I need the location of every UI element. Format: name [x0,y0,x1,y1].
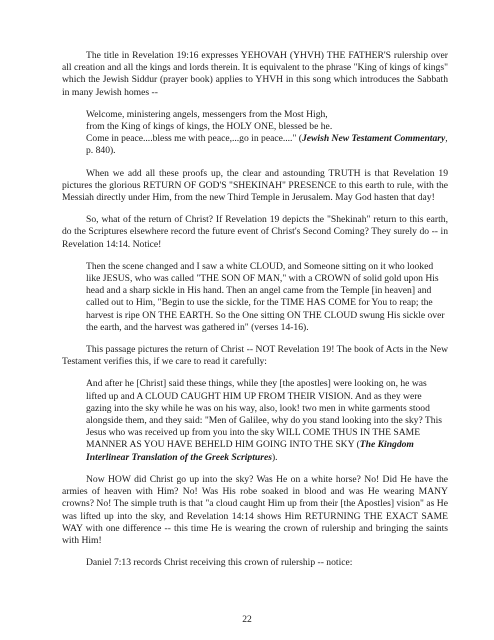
siddur-quote [86,109,448,158]
siddur-citation: Jewish New Testament Commentary [301,133,446,145]
paragraph-how-christ-went-up: Now HOW did Christ go up into the sky? Was He on a white horse? No! Did He have the armies of heaven with Him? No! Was His robe soaked in blood and was He wearing MANY crowns? No! The simple truth is that "a cloud caught Him up from their [the Apostles] vision" as He was lifted up into the sky, and Revelation 14:14 shows Him RETURNING THE EXACT SAME WAY with one difference -- this time He is wearing the crown of rulership and bringing the saints with Him! [62,473,448,546]
revelation-14-quote: Then the scene changed and I saw a white CLOUD, and Someone sitting on it who looked like JESUS, who was called "THE SON OF MAN," with a CROWN of solid gold upon His head and a sharp sickle in His hand. Then an angel came from the Temple [in heaven] and called out to Him, "Begin to use the sickle, for the TIME HAS COME for You to reap; the harvest is ripe ON THE EARTH. So the One sitting ON THE CLOUD swung His sickle over the earth, and the harvest was gathered in" (verses 14-16). [86,260,445,333]
siddur-quote-line-2: from the King of kings of kings, the HOLY ONE, blessed be he. [86,121,333,133]
siddur-quote-line-3: Come in peace....bless me with peace,...go in peace...." (Jewish New Testament Commentary, p. 840). [86,133,448,157]
page-number: 22 [242,614,252,625]
paragraph-proofs: When we add all these proofs up, the clear and astounding TRUTH is that Revelation 19 pictures the glorious RETURN OF GOD'S "SHEKINAH" PRESENCE to this earth to rule, with the Messiah directly under Him, from the new Third Temple in Jerusalem. May God hasten that day! [62,167,448,204]
paragraph-return-of-christ: So, what of the return of Christ? If Revelation 19 depicts the "Shekinah" return to this earth, do the Scriptures elsewhere record the future event of Christ's Second Coming? They surely do -- in Revelation 14:14. Notice! [62,214,448,250]
paragraph-acts: This passage pictures the return of Christ -- NOT Revelation 19! The book of Acts in the New Testament verifies this, if we care to read it carefully: [62,344,448,368]
body-text [62,50,448,579]
acts-citation: The Kingdom Interlinear Translation of the Greek Scriptures [86,439,414,463]
paragraph-daniel: Daniel 7:13 records Christ receiving this crown of rulership -- notice: [86,557,353,569]
paragraph-revelation-19-16: The title in Revelation 19:16 expresses YEHOVAH (YHVH) THE FATHER'S rulership over all creation and all the kings and lords therein. It is equivalent to the phrase "King of kings of kings" which the Jewish Siddur (prayer book) applies to YHVH in this song which introduces the Sabbath in many Jewish homes -- [62,50,448,98]
acts-quote: And after he [Christ] said these things, while they [the apostles] were looking on, he was lifted up and A CLOUD CAUGHT HIM UP FROM THEIR VISION. And as they were gazing into the sky while he was on his way, also, look! two men in white garments stood alongside them, and they said: "Men of Galilee, why do you stand looking into the sky? This Jesus who was received up from you into the sky WILL COME THUS IN THE SAME MANNER AS YOU HAVE BEHELD HIM GOING INTO THE SKY (The Kingdom Interlinear Translation of the Greek Scriptures). [86,378,442,463]
siddur-quote-line-1: Welcome, ministering angels, messengers from the Most High, [86,108,328,120]
